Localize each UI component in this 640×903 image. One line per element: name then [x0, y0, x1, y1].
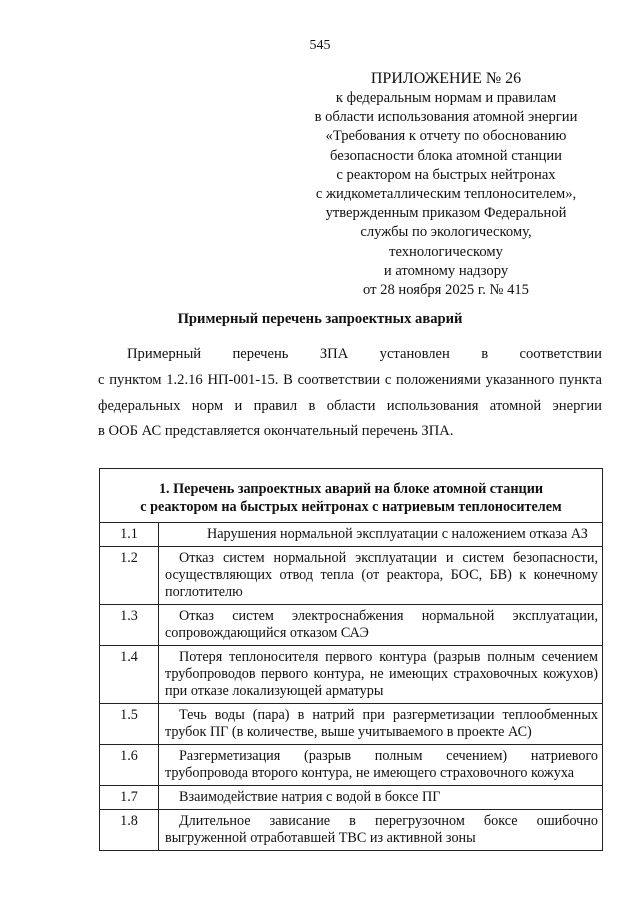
row-text [159, 745, 603, 786]
annex-line: с жидкометаллическим теплоносителем», [315, 186, 577, 203]
row-text-line: трубопроводов первого контура, не имеющих страховочных кожухов) [165, 666, 598, 682]
row-number: 1.2 [100, 547, 159, 605]
annex-title: ПРИЛОЖЕНИЕ № 26 [370, 70, 522, 87]
row-text-line: Нарушения нормальной эксплуатации с наложением отказа АЗ [207, 526, 588, 542]
table-row [100, 704, 603, 745]
row-text-line: при отказе локализующей арматуры [165, 683, 384, 699]
annex-line: к федеральным нормам и правилам [335, 90, 557, 106]
row-text-line: Разгерметизация (разрыв полным сечением) натриевого [179, 748, 598, 764]
annex-line: от 28 ноября 2025 г. № 415 [363, 282, 529, 299]
row-number: 1.7 [100, 786, 159, 810]
row-text [159, 547, 603, 605]
intro-line: Примерный перечень ЗПА установлен в соответствии [127, 346, 602, 362]
row-text-line: трубопровода второго контура, не имеющего страховочного кожуха [165, 765, 575, 781]
intro-line: с пунктом 1.2.16 НП-001-15. В соответствии с положениями указанного пункта [98, 371, 602, 388]
table-caption [100, 469, 603, 523]
annex-line: безопасности блока атомной станции [330, 147, 562, 164]
row-text-line: Потеря теплоносителя первого контура (разрыв полным сечением [179, 649, 598, 665]
row-text-line: осуществляющих отвод тепла (от реактора, БОС, БВ) к конечному [165, 567, 598, 583]
table-row [100, 786, 603, 810]
row-text [159, 605, 603, 646]
row-text [159, 646, 603, 704]
row-text-line: сопровождающийся отказом САЭ [165, 625, 369, 641]
row-text-line: Течь воды (пара) в натрий при разгерметизации теплообменных [179, 707, 598, 723]
table-row [100, 547, 603, 605]
annex-line: и атомному надзору [383, 262, 509, 279]
row-text-line: Взаимодействие натрия с водой в боксе ПГ [179, 789, 441, 805]
row-text [159, 523, 603, 547]
intro-paragraph [98, 342, 602, 445]
row-text [159, 704, 603, 745]
table-row [100, 605, 603, 646]
annex-line: в области использования атомной энергии [314, 109, 578, 126]
row-text-line: трубок ПГ (в количестве, выше учитываемого в проекте АС) [165, 724, 532, 740]
row-text [159, 786, 603, 810]
annex-header [276, 68, 616, 300]
annex-line: службы по экологическому, [360, 224, 532, 241]
row-text-line: Длительное зависание в перегрузочном боксе ошибочно [179, 813, 598, 829]
table-caption-line: 1. Перечень запроектных аварий на блоке атомной станции [158, 481, 544, 497]
intro-line: федеральных норм и правил в области использования атомной энергии [98, 397, 602, 414]
table-row [100, 523, 603, 547]
row-text [159, 810, 603, 851]
table-row [100, 745, 603, 786]
annex-line: технологическому [389, 243, 503, 260]
row-number: 1.4 [100, 646, 159, 704]
row-number: 1.3 [100, 605, 159, 646]
page-number: 545 [309, 38, 331, 53]
row-number: 1.8 [100, 810, 159, 851]
row-number: 1.5 [100, 704, 159, 745]
table-caption-line: с реактором на быстрых нейтронах с натриевым теплоносителем [140, 499, 562, 515]
annex-line: с реактором на быстрых нейтронах [336, 166, 556, 183]
row-text-line: поглотителю [165, 584, 243, 600]
table-row [100, 810, 603, 851]
row-number: 1.6 [100, 745, 159, 786]
table-caption-row [100, 469, 603, 523]
row-text-line: выгруженной отработавшей ТВС из активной зоны [165, 830, 476, 846]
row-text-line: Отказ систем электроснабжения нормальной эксплуатации, [179, 608, 598, 624]
row-text-line: Отказ систем нормальной эксплуатации и систем безопасности, [179, 550, 598, 566]
row-number: 1.1 [100, 523, 159, 547]
table-row [100, 646, 603, 704]
annex-line: «Требования к отчету по обоснованию [325, 128, 567, 145]
intro-line: в ООБ АС представляется окончательный перечень ЗПА. [98, 423, 454, 440]
document-heading: Примерный перечень запроектных аварий [177, 311, 463, 327]
annex-line: утвержденным приказом Федеральной [325, 205, 567, 222]
accident-table [99, 468, 603, 851]
